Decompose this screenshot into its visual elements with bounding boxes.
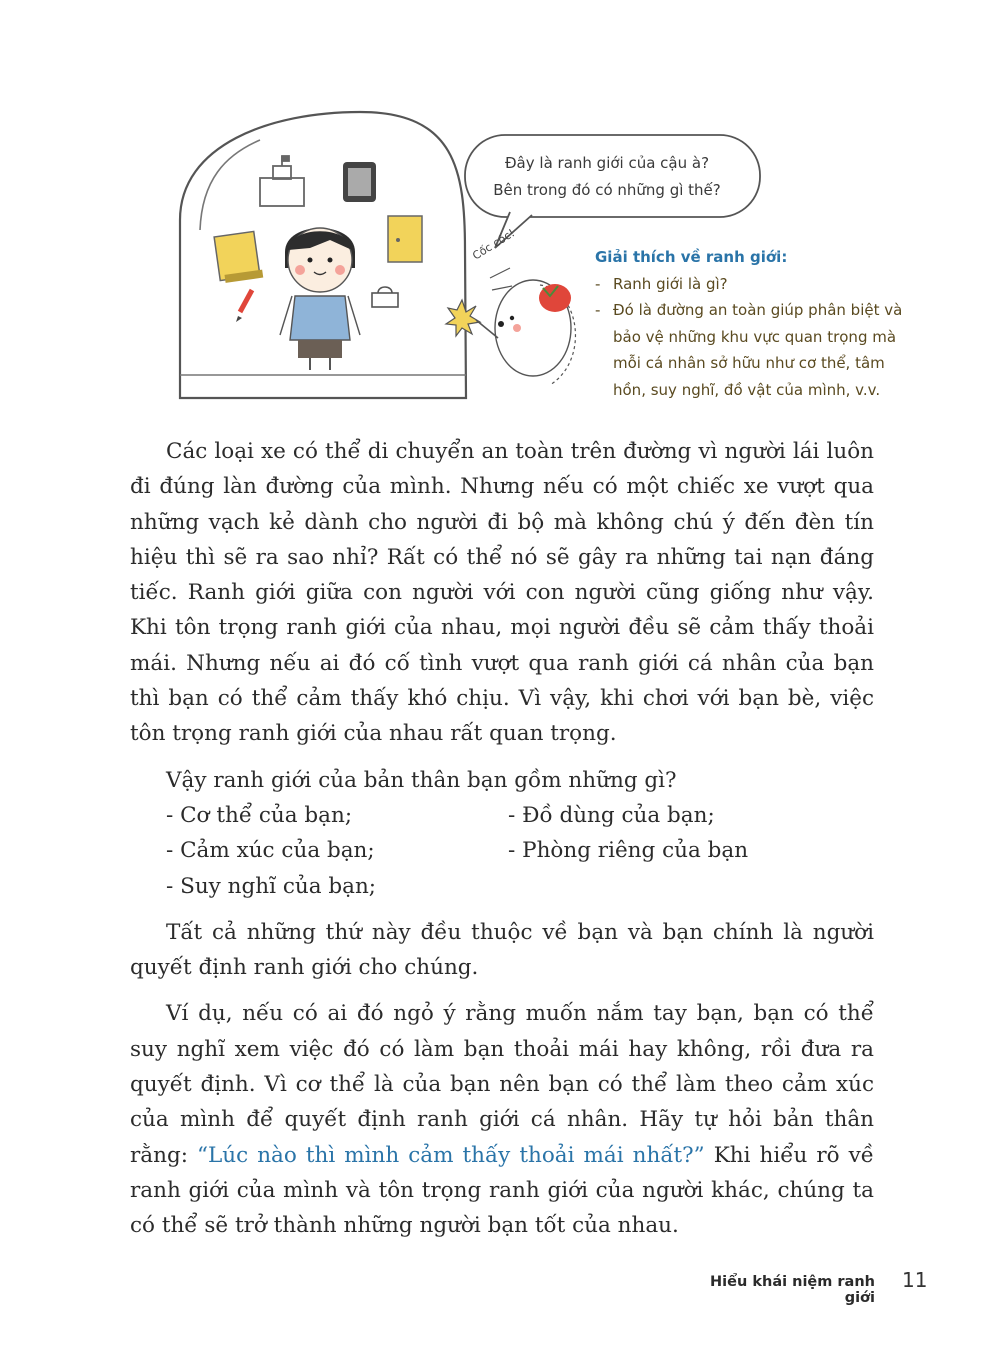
book-icon — [214, 231, 263, 282]
list-item: - Đồ dùng của bạn; — [508, 802, 715, 828]
question: Vậy ranh giới của bản thân bạn gồm những gì? — [166, 767, 677, 793]
building-icon — [260, 156, 304, 206]
list-item: - Suy nghĩ của bạn; — [166, 873, 377, 899]
main-text — [130, 434, 874, 1244]
phone-icon — [343, 162, 376, 202]
speech-line: Đây là ranh giới của cậu à? — [504, 154, 710, 172]
speech-line: Bên trong đó có những gì thế? — [493, 181, 721, 199]
paragraph-2: Tất cả những thứ này đều thuộc về bạn và bạn chính là người quyết định ranh giới cho chúng. — [130, 919, 874, 981]
girl-character — [280, 228, 360, 370]
speech-bubble-text — [462, 150, 752, 204]
list-item — [508, 869, 874, 904]
boundary-explanation — [595, 244, 915, 403]
list-item: - Phòng riêng của bạn — [508, 838, 749, 864]
knock-burst-icon — [446, 300, 480, 336]
explanation-title: Giải thích về ranh giới: — [595, 248, 788, 266]
highlight-quote: “Lúc nào thì mình cảm thấy thoải mái nhất?” — [197, 1142, 705, 1168]
paragraph-1: Các loại xe có thể di chuyển an toàn trên đường vì người lái luôn đi đúng làn đường của mình. Nhưng nếu có một chiếc xe vượt qua những vạch kẻ dành cho người đi bộ mà không chú ý đến đèn tín hiệu thì sẽ ra sao nhỉ? Rất có thể nó sẽ gây ra những tai nạn đáng tiếc. Ranh giới giữa con người với con người cũng giống như vậy. Khi tôn trọng ranh giới của nhau, mọi người đều sẽ cảm thấy thoải mái. Nhưng nếu ai đó cố tình vượt qua ranh giới cá nhân của bạn thì bạn có thể cảm thấy khó chịu. Vì vậy, khi chơi với bạn bè, việc tôn trọng ranh giới của nhau rất quan trọng. — [130, 439, 874, 747]
explanation-item: - Ranh giới là gì? — [595, 274, 728, 293]
list-item: - Cơ thể của bạn; — [166, 802, 353, 828]
page-number: 11 — [902, 1268, 928, 1292]
knock-sound-label: Cốc cốc! — [470, 226, 518, 263]
pencil-icon — [236, 290, 252, 322]
explanation-item: - Đó là đường an toàn giúp phân biệt và bảo vệ những khu vực quan trọng mà mỗi cá nhân sở hữu như cơ thể, tâm hồn, suy nghĩ, đồ vật của mình, v.v. — [595, 301, 903, 399]
paragraph-3: Ví dụ, nếu có ai đó ngỏ ý rằng muốn nắm tay bạn, bạn có thể suy nghĩ xem việc đó có làm bạn thoải mái hay không, rồi đưa ra quyết định. Vì cơ thể là của bạn nên bạn có thể làm theo cảm xúc của mình để quyết định ranh giới cá nhân. Hãy tự hỏi bản thân rằng: “Lúc nào thì mình cảm thấy thoải mái nhất?” Khi hiểu rõ về ranh giới của mình và tôn trọng ranh giới của người khác, chúng ta có thể sẽ trở thành những người bạn tốt của nhau. — [130, 1001, 874, 1239]
bag-icon — [372, 287, 398, 307]
door-icon — [388, 216, 422, 262]
boundary-list — [130, 798, 874, 904]
hedgehog-character — [476, 280, 575, 385]
list-item: - Cảm xúc của bạn; — [166, 838, 375, 864]
chapter-title: Hiểu khái niệm ranh giới — [710, 1274, 875, 1306]
